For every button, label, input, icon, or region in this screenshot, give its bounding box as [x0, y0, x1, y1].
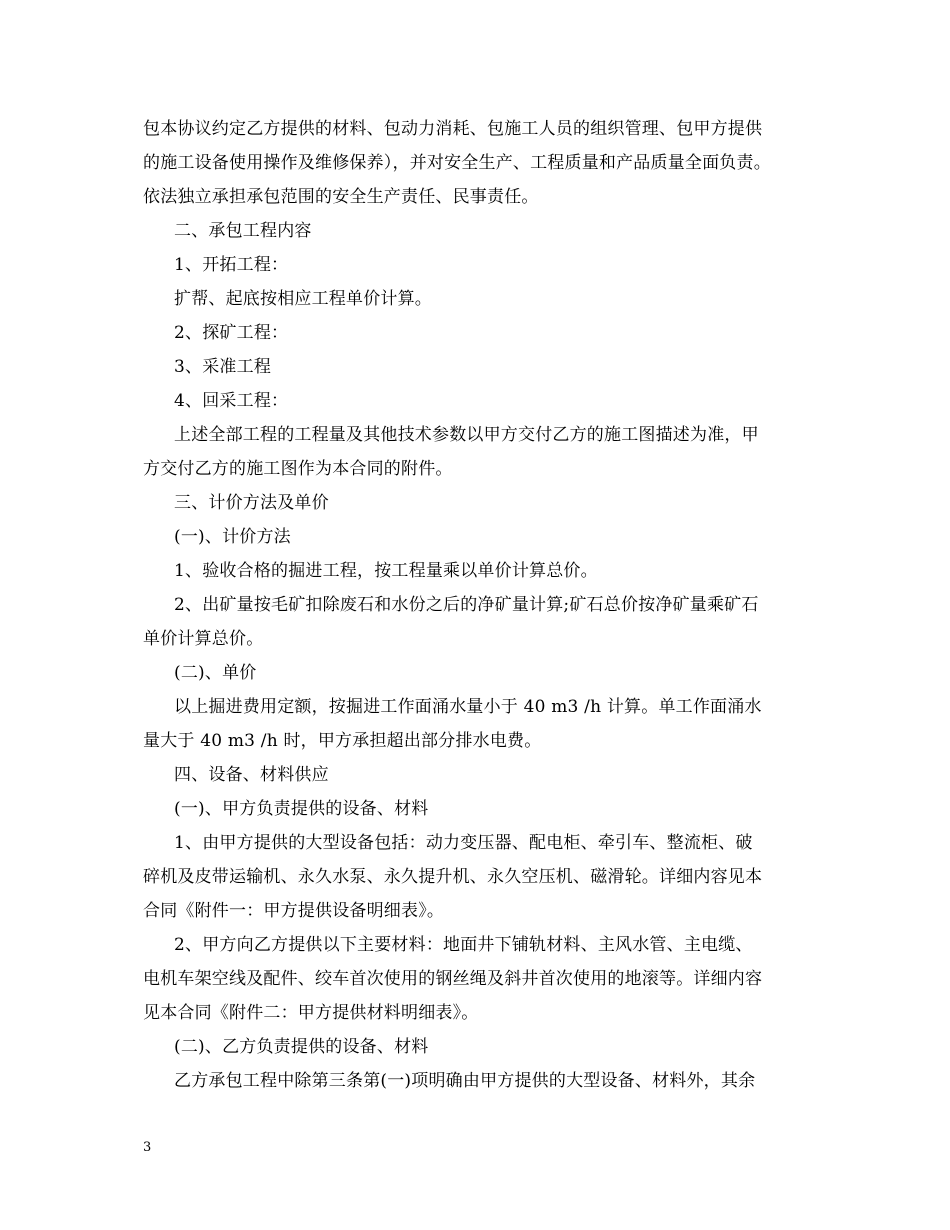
list-item: 2、出矿量按毛矿扣除废石和水份之后的净矿量计算;矿石总价按净矿量乘矿石 — [174, 595, 759, 615]
paragraph-line: 合同《附件一：甲方提供设备明细表》。 — [143, 901, 445, 921]
paragraph-line: 量大于 40 m3 /h 时，甲方承担超出部分排水电费。 — [143, 731, 542, 751]
paragraph-line: 包本协议约定乙方提供的材料、包动力消耗、包施工人员的组织管理、包甲方提供 — [143, 119, 763, 139]
paragraph-line: 碎机及皮带运输机、永久水泵、永久提升机、永久空压机、磁滑轮。详细内容见本 — [143, 867, 763, 887]
paragraph-line: 乙方承包工程中除第三条第(一)项明确由甲方提供的大型设备、材料外，其余 — [174, 1071, 756, 1091]
paragraph-line: 方交付乙方的施工图作为本合同的附件。 — [143, 459, 453, 479]
list-item: 1、由甲方提供的大型设备包括：动力变压器、配电柜、牵引车、整流柜、破 — [174, 833, 753, 853]
paragraph-line: 以上掘进费用定额，按掘进工作面涌水量小于 40 m3 /h 计算。单工作面涌水 — [174, 697, 762, 717]
section-heading: 四、设备、材料供应 — [174, 765, 329, 785]
paragraph-line: 的施工设备使用操作及维修保养），并对安全生产、工程质量和产品质量全面负责。 — [143, 153, 771, 173]
paragraph-line: 见本合同《附件二：甲方提供材料明细表》。 — [143, 1003, 479, 1023]
list-item: 2、甲方向乙方提供以下主要材料：地面井下铺轨材料、主风水管、主电缆、 — [174, 935, 753, 955]
section-heading: 三、计价方法及单价 — [174, 493, 329, 513]
subsection-heading: (二)、单价 — [174, 663, 257, 683]
list-item: 2、探矿工程： — [174, 323, 289, 343]
paragraph-line: 电机车架空线及配件、绞车首次使用的钢丝绳及斜井首次使用的地滚等。详细内容 — [143, 969, 763, 989]
page-number: 3 — [143, 1140, 152, 1155]
paragraph-line: 扩帮、起底按相应工程单价计算。 — [174, 289, 432, 309]
paragraph-line: 依法独立承担承包范围的安全生产责任、民事责任。 — [143, 187, 539, 207]
list-item: 4、回采工程： — [174, 391, 289, 411]
subsection-heading: (一)、甲方负责提供的设备、材料 — [174, 799, 429, 819]
section-heading: 二、承包工程内容 — [174, 221, 312, 241]
list-item: 3、采准工程 — [174, 357, 272, 377]
list-item: 1、开拓工程： — [174, 255, 289, 275]
paragraph-line: 单价计算总价。 — [143, 629, 264, 649]
subsection-heading: (一)、计价方法 — [174, 527, 291, 547]
list-item: 1、验收合格的掘进工程，按工程量乘以单价计算总价。 — [174, 561, 598, 581]
paragraph-line: 上述全部工程的工程量及其他技术参数以甲方交付乙方的施工图描述为准，甲 — [174, 425, 759, 445]
document-body — [143, 112, 811, 1098]
subsection-heading: (二)、乙方负责提供的设备、材料 — [174, 1037, 429, 1057]
